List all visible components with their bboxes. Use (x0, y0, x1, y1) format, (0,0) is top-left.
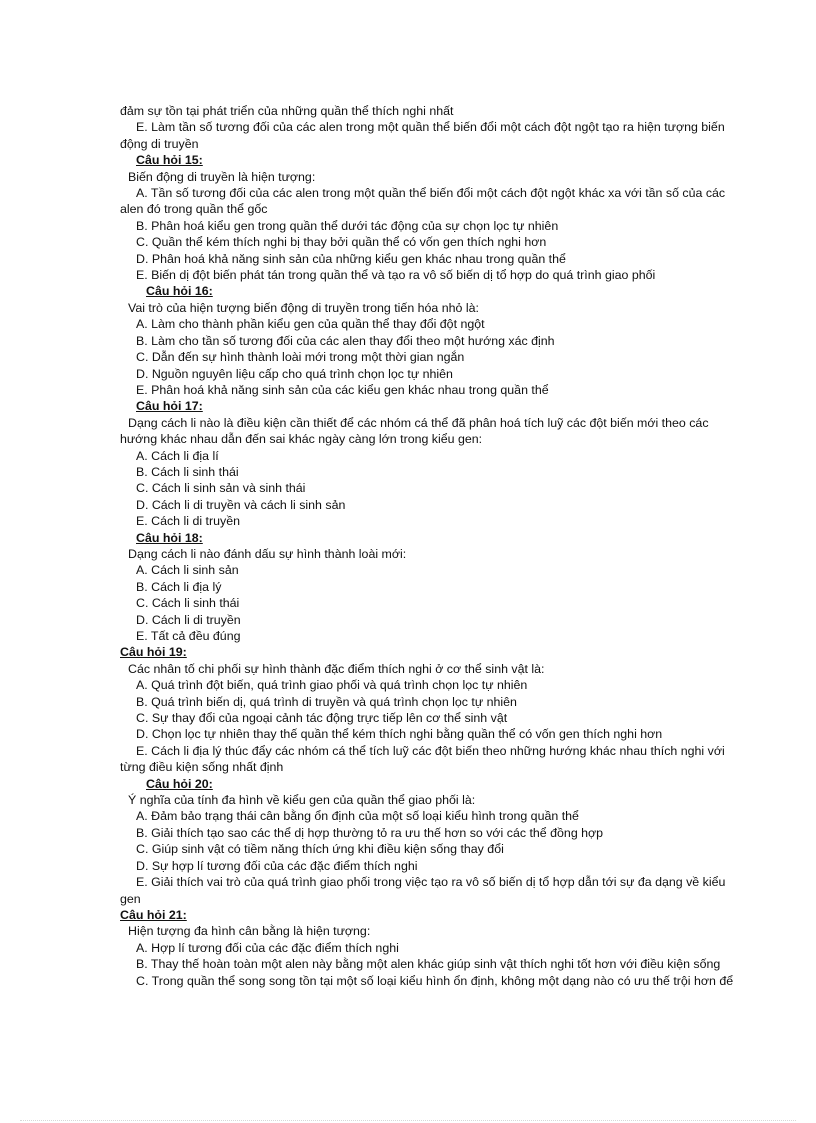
question-16-stem: Vai trò của hiện tượng biến động di truyền trong tiến hóa nhỏ là: (128, 300, 479, 315)
question-20-title: Câu hỏi 20: (146, 776, 213, 791)
q21-option-a: A. Hợp lí tương đối của các đặc điểm thích nghi (136, 940, 399, 955)
question-18-title: Câu hỏi 18: (136, 530, 203, 545)
q20-option-e: E. Giải thích vai trò của quá trình giao phối trong việc tạo ra vô số biến dị tổ hợp dẫn tới sự đa dạng về kiểu (136, 875, 726, 890)
q18-option-d: D. Cách li di truyền (136, 612, 241, 627)
q17-option-a: A. Cách li địa lí (136, 448, 219, 463)
question-17-stem-cont: hướng khác nhau dẫn đến sai khác ngày càng lớn trong kiểu gen: (120, 432, 483, 447)
page-bottom-divider (20, 1120, 796, 1121)
question-18-stem: Dạng cách li nào đánh dấu sự hình thành loài mới: (128, 546, 407, 561)
q20-option-a: A. Đảm bảo trạng thái cân bằng ổn định của một số loại kiểu hình trong quần thể (136, 809, 579, 824)
question-17-title: Câu hỏi 17: (136, 399, 203, 414)
q19-option-e-cont: từng điều kiện sống nhất định (120, 760, 284, 775)
q20-option-b: B. Giải thích tạo sao các thể dị hợp thường tỏ ra ưu thế hơn so với các thể đồng hợp (136, 825, 604, 840)
question-19-stem: Các nhân tố chi phối sự hình thành đặc điểm thích nghi ở cơ thể sinh vật là: (128, 661, 545, 676)
q19-option-a: A. Quá trình đột biến, quá trình giao phối và quá trình chọn lọc tự nhiên (136, 678, 528, 693)
q16-option-d: D. Nguồn nguyên liệu cấp cho quá trình chọn lọc tự nhiên (136, 366, 453, 381)
q18-option-e: E. Tất cả đều đúng (136, 629, 241, 643)
q15-option-d: D. Phân hoá khả năng sinh sản của những kiểu gen khác nhau trong quần thể (136, 251, 566, 266)
q20-option-c: C. Giúp sinh vật có tiềm năng thích ứng khi điều kiện sống thay đổi (136, 842, 504, 857)
q19-option-b: B. Quá trình biến dị, quá trình di truyền và quá trình chọn lọc tự nhiên (136, 694, 517, 709)
q18-option-b: B. Cách li địa lý (136, 579, 222, 594)
q19-option-e: E. Cách li địa lý thúc đẩy các nhóm cá thể tích luỹ các đột biến theo những hướng khác nhau thích nghi với (136, 743, 725, 758)
q15-option-c: C. Quần thể kém thích nghi bị thay bởi quần thể có vốn gen thích nghi hơn (136, 235, 547, 250)
q15-option-a: A. Tần số tương đối của các alen trong một quần thể biến đổi một cách đột ngột khác xa với tần số của các (136, 186, 726, 201)
question-17-stem: Dạng cách li nào là điều kiện cần thiết để các nhóm cá thể đã phân hoá tích luỹ các đột biến mới theo các (128, 415, 709, 430)
q18-option-c: C. Cách li sinh thái (136, 596, 240, 611)
question-21-title: Câu hỏi 21: (120, 907, 187, 922)
q21-option-b: B. Thay thế hoàn toàn một alen này bằng một alen khác giúp sinh vật thích nghi tốt hơn với điều kiện sống (136, 957, 721, 972)
intro-line-1: đảm sự tồn tại phát triển của những quần thể thích nghi nhất (120, 104, 454, 118)
q18-option-a: A. Cách li sinh sản (136, 563, 239, 578)
q16-option-b: B. Làm cho tần số tương đối của các alen thay đổi theo một hướng xác định (136, 333, 555, 348)
intro-option-e: E. Làm tần số tương đối của các alen trong một quần thể biến đổi một cách đột ngột tạo ra hiện tượng biến (136, 120, 725, 135)
question-15-stem: Biến động di truyền là hiện tượng: (128, 169, 316, 184)
document-body (120, 103, 776, 989)
question-19-title: Câu hỏi 19: (120, 645, 187, 660)
q19-option-c: C. Sự thay đổi của ngoại cảnh tác động trực tiếp lên cơ thể sinh vật (136, 711, 508, 726)
q17-option-b: B. Cách li sinh thái (136, 464, 239, 479)
q16-option-c: C. Dẫn đến sự hình thành loài mới trong một thời gian ngắn (136, 350, 465, 365)
q20-option-e-cont: gen (120, 891, 141, 906)
q21-option-c: C. Trong quần thể song song tồn tại một số loại kiểu hình ổn định, không một dạng nào có ưu thế trội hơn để (136, 973, 734, 988)
intro-option-e-cont: động di truyền (120, 136, 199, 151)
q17-option-d: D. Cách li di truyền và cách li sinh sản (136, 497, 346, 512)
q17-option-c: C. Cách li sinh sản và sinh thái (136, 481, 306, 496)
q15-option-a-cont: alen đó trong quần thể gốc (120, 202, 268, 217)
q15-option-b: B. Phân hoá kiểu gen trong quần thể dưới tác động của sự chọn lọc tự nhiên (136, 218, 559, 233)
q20-option-d: D. Sự hợp lí tương đối của các đặc điểm thích nghi (136, 858, 418, 873)
q19-option-d: D. Chọn lọc tự nhiên thay thế quần thể kém thích nghi bằng quần thể có vốn gen thích nghi hơn (136, 727, 663, 742)
question-15-title: Câu hỏi 15: (136, 153, 203, 168)
q17-option-e: E. Cách li di truyền (136, 514, 240, 529)
question-20-stem: Ý nghĩa của tính đa hình về kiểu gen của quần thể giao phối là: (128, 793, 476, 808)
q16-option-e: E. Phân hoá khả năng sinh sản của các kiểu gen khác nhau trong quần thể (136, 382, 549, 397)
question-16-title: Câu hỏi 16: (146, 284, 213, 299)
q16-option-a: A. Làm cho thành phần kiểu gen của quần thể thay đổi đột ngột (136, 317, 485, 332)
q15-option-e: E. Biến dị đột biến phát tán trong quần thể và tạo ra vô số biến dị tổ hợp do quá trình giao phối (136, 268, 656, 283)
question-21-stem: Hiện tượng đa hình cân bằng là hiện tượng: (128, 924, 371, 939)
